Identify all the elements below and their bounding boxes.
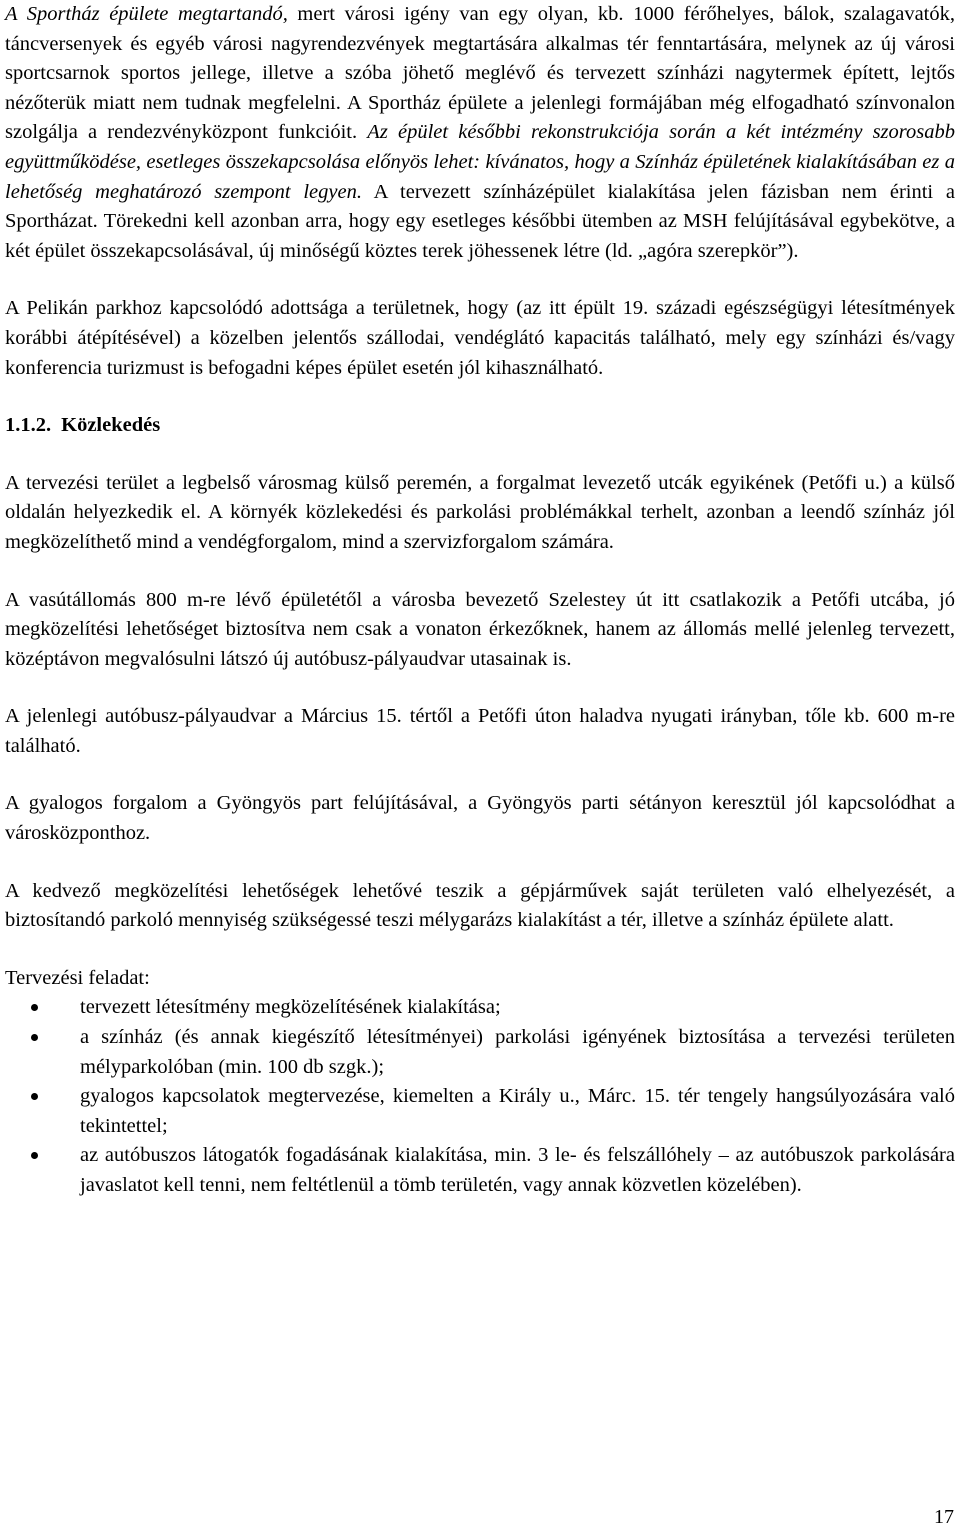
paragraph-bus-station: A jelenlegi autóbusz-pályaudvar a Március 15. tértől a Petőfi úton haladva nyugati irányban, tőle kb. 600 m-re található. <box>5 705 955 757</box>
list-item: az autóbuszos látogatók fogadásának kialakítása, min. 3 le- és felszállóhely – az autóbuszok parkolására javaslatot kell tenni, nem feltétlenül a tömb területén, vagy annak közvetlen közelében). <box>5 1141 955 1200</box>
italic-lead: A Sportház épülete megtartandó, <box>5 3 288 25</box>
document-page <box>5 0 955 1201</box>
bullet-icon <box>31 1093 38 1100</box>
bullet-icon <box>31 1034 38 1041</box>
paragraph-parking: A kedvező megközelítési lehetőségek lehetővé teszik a gépjárművek saját területen való elhelyezését, a biztosítandó parkoló mennyiség szükségessé teszi mélygarázs kialakítást a tér, illetve a színház épülete alatt. <box>5 879 955 932</box>
task-list-label: Tervezési feladat: <box>5 966 150 989</box>
list-item: gyalogos kapcsolatok megtervezése, kiemelten a Király u., Márc. 15. tér tengely hangsúlyozására való tekintettel; <box>5 1082 955 1141</box>
italic-recommendation: Az épület későbbi rekonstrukciója során a két intézmény szorosabb együttműködése, esetleges összekapcsolása előnyös lehet: kívánatos, hogy a Színház épületének kialakításában ez a lehetőség meghatározó szempont legyen. <box>5 121 955 203</box>
section-heading <box>5 411 955 441</box>
task-list <box>5 993 955 1200</box>
paragraph-pelikan-park: A Pelikán parkhoz kapcsolódó adottsága a területnek, hogy (az itt épült 19. századi egészségügyi létesítmények korábbi átépítésével) a közelben jelentős szállodai, vendéglátó kapacitás található, mely egy színházi és/vagy konferencia turizmust is befogadni képes épület esetén jól kihasználható. <box>5 297 955 379</box>
list-item: a színház (és annak kiegészítő létesítményei) parkolási igényének biztosítása a tervezési területen mélyparkolóban (min. 100 db szgk.); <box>5 1023 955 1082</box>
paragraph-location: A tervezési terület a legbelső városmag külső peremén, a forgalmat levezető utcák egyikének (Petőfi u.) a külső oldalán helyezkedik el. A környék közlekedési és parkolási problémákkal terhelt, azonban a leendő színház jól megközelíthető mind a vendégforgalom, mind a szervizforgalom számára. <box>5 471 955 553</box>
section-number: 1.1.2. <box>5 414 52 437</box>
list-item: tervezett létesítmény megközelítésének kialakítása; <box>5 993 955 1023</box>
bullet-icon <box>31 1004 38 1011</box>
page-number: 17 <box>934 1506 954 1529</box>
bullet-icon <box>31 1152 38 1159</box>
paragraph-text: A tervezett színházépület kialakítása jelen fázisban nem érinti a Sportházat. Törekedni kell azonban arra, hogy egy esetleges későbbi ütemben az MSH felújításával egybekötve, a két épület összekapcsolásával, új minőségű köztes terek jöhessenek létre (ld. „agóra szerepkör”). <box>5 180 955 262</box>
paragraph-railway: A vasútállomás 800 m-re lévő épületétől a városba bevezető Szelestey út itt csatlakozik a Petőfi utcába, jó megközelítési lehetőséget biztosítva nem csak a vonaton érkezőknek, hanem az állomás mellé jelenleg tervezett, középtávon megvalósulni látszó új autóbusz-pályaudvar utasainak is. <box>5 588 955 670</box>
paragraph-sporthaz <box>5 0 955 266</box>
paragraph-pedestrian: A gyalogos forgalom a Gyöngyös part felújításával, a Gyöngyös parti sétányon keresztül jól kapcsolódhat a városközponthoz. <box>5 792 955 845</box>
paragraph-text: mert városi igény van egy olyan, kb. 1000 férőhelyes, bálok, szalagavatók, táncversenyek és egyéb városi nagyrendezvények megtartására alkalmas tér fenntartására, melynek az új városi sportcsarnok sportos jellege, illetve a szóba jöhető meglévő és tervezett színházi nagytermek épített, lejtős nézőterük miatt nem tudnak megfelelni. A Sportház épülete a jelenlegi formájában még elfogadható színvonalon szolgálja a rendezvényközpont funkcióit. <box>5 3 956 144</box>
section-title: Közlekedés <box>61 414 161 437</box>
